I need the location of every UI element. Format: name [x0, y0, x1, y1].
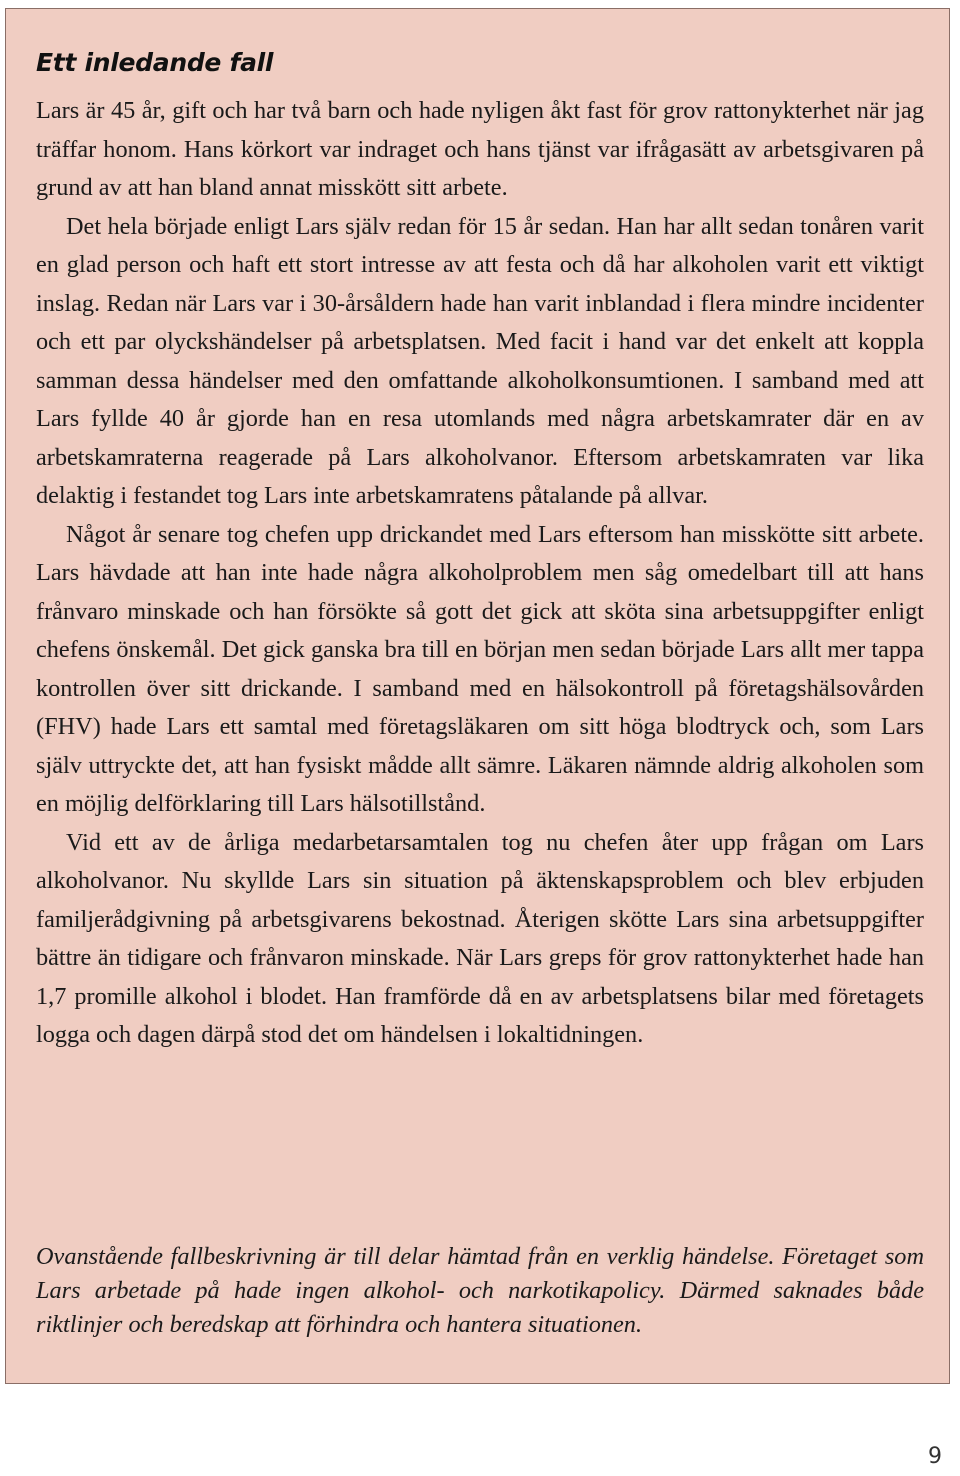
case-body — [36, 92, 924, 1055]
page-number: 9 — [928, 1444, 942, 1469]
case-heading: Ett inledande fall — [36, 48, 274, 77]
paragraph-1: Lars är 45 år, gift och har två barn och hade nyligen åkt fast för grov rattonykterhet när jag träffar honom. Hans körkort var indraget och hans tjänst var ifrågasätt av arbetsgivaren på grund av att han bland annat misskött sitt arbete. — [36, 97, 924, 201]
paragraph-3: Något år senare tog chefen upp drickandet med Lars eftersom han misskötte sitt arbete. Lars hävdade att han inte hade några alkoholproblem men såg omedelbart till att hans frånvaro minskade och han försökte så gott det gick att sköta sina arbetsuppgifter enligt chefens önskemål. Det gick ganska bra till en början men sedan började Lars allt mer tappa kontrollen över sitt drickande. I samband med en hälsokontroll på företagshälsovården (FHV) hade Lars ett samtal med företagsläkaren om sitt höga blodtryck och, som Lars själv uttryckte det, att han fysiskt mådde allt sämre. Läkaren nämnde aldrig alkoholen som en möjlig delförklaring till Lars hälsotillstånd. — [36, 520, 924, 817]
paragraph-2: Det hela började enligt Lars själv redan för 15 år sedan. Han har allt sedan tonåren varit en glad person och haft ett stort intresse av att festa och då har alkoholen varit ett viktigt inslag. Redan när Lars var i 30-årsåldern hade han varit inblandad i flera mindre incidenter och ett par olyckshändelser på arbetsplatsen. Med facit i hand var det enkelt att koppla samman dessa händelser med den omfattande alkoholkonsumtionen. I samband med att Lars fyllde 40 år gjorde han en resa utomlands med några arbetskamrater där en av arbetskamraterna reagerade på Lars alkoholvanor. Eftersom arbetskamraten var lika delaktig i festandet tog Lars inte arbetskamratens påtalande på allvar. — [36, 212, 924, 509]
paragraph-4: Vid ett av de årliga medarbetarsamtalen tog nu chefen åter upp frågan om Lars alkoholvanor. Nu skyllde Lars sin situation på äktenskapsproblem och blev erbjuden familjerådgivning på arbetsgivarens bekostnad. Återigen skötte Lars sina arbetsuppgifter bättre än tidigare och frånvaron minskade. När Lars greps för grov rattonykterhet hade han 1,7 promille alkohol i blodet. Han framförde då en av arbetsplatsens bilar med företagets logga och dagen därpå stod det om händelsen i lokaltidningen. — [36, 828, 924, 1048]
case-note: Ovanstående fallbeskrivning är till delar hämtad från en verklig händelse. Företaget som Lars arbetade på hade ingen alkohol- och narkotikapolicy. Därmed saknades både riktlinjer och beredskap att förhindra och hantera situationen. — [36, 1243, 924, 1338]
